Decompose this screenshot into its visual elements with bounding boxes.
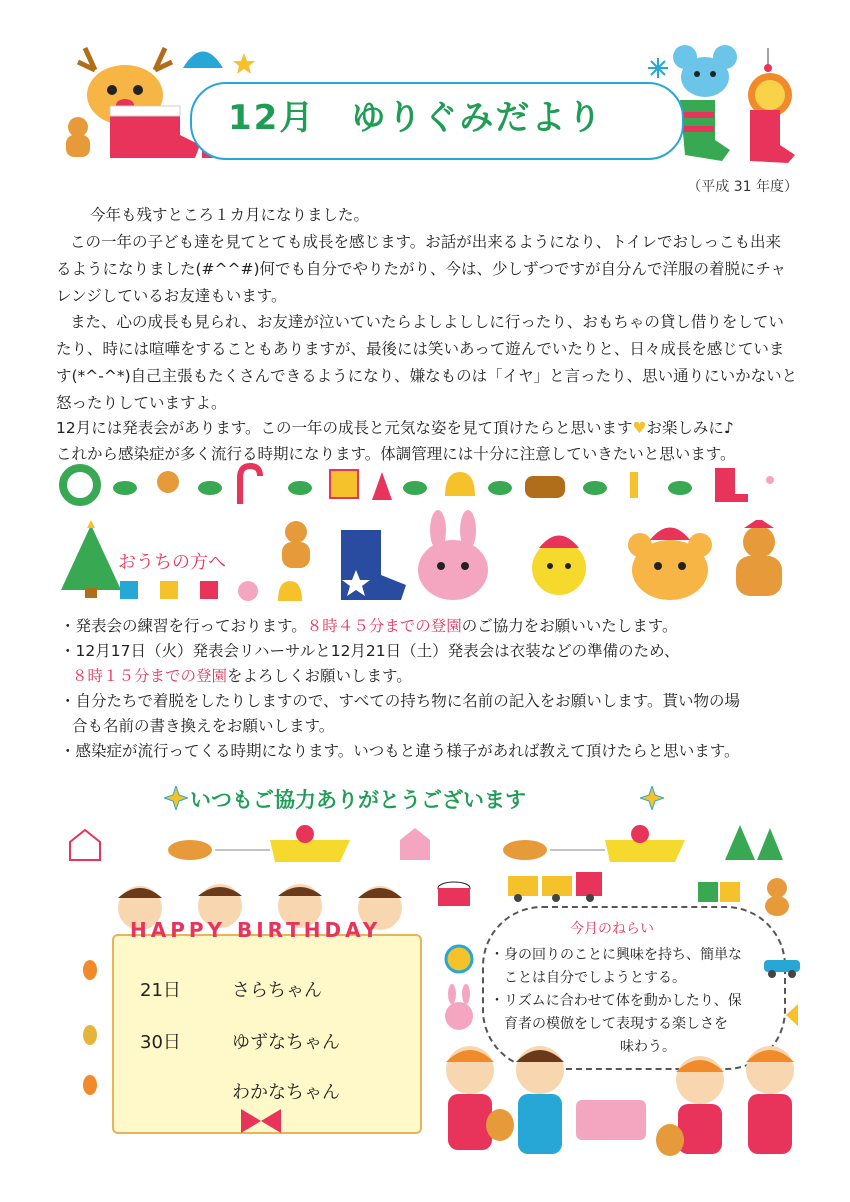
tree-icon	[725, 825, 755, 860]
candle-icon	[630, 472, 638, 498]
star-icon	[232, 52, 256, 76]
holly-icon	[288, 481, 312, 495]
sparkle-icon	[640, 786, 664, 810]
aim-1-line2: ことは自分でしようとする。	[504, 970, 686, 986]
drum-icon	[436, 880, 472, 910]
holly-icon	[198, 481, 222, 495]
birthday-day-2: 30日	[140, 1032, 181, 1053]
intro-paragraph-5: これから感染症が多く流行る時期になります。体調管理には十分に注意していきたいと思います。	[56, 445, 736, 463]
aim-2-line3: 味わう。	[620, 1039, 676, 1055]
gingerbread-icon	[157, 471, 179, 493]
reindeer-icon	[168, 840, 212, 860]
teddy-bear-icon	[760, 876, 794, 916]
reindeer-icon	[503, 840, 547, 860]
ribbon-icon	[236, 1106, 286, 1136]
year-note: （平成 31 年度）	[687, 179, 798, 195]
intro-paragraph-3-line2: たり、時には喧嘩をすることもありますが、最後には笑いあって遊んでいたりと、日々成長を感じていま	[56, 340, 785, 358]
holly-icon	[403, 481, 427, 495]
boot-illustration	[326, 520, 416, 605]
rabbit-toy-icon	[442, 984, 476, 1034]
birthday-day-1: 21日	[140, 980, 181, 1001]
family-notices	[60, 614, 820, 764]
trumpet-icon	[764, 1000, 800, 1030]
holly-icon	[488, 481, 512, 495]
rabbit-illustration	[408, 510, 498, 605]
notice-1: ・発表会の練習を行っております。８時４５分までの登園のご協力をお願いいたします。	[60, 617, 678, 635]
star-icon	[762, 48, 774, 72]
sleigh-icon	[270, 840, 350, 862]
holly-icon	[583, 481, 607, 495]
candy-cane-icon	[240, 466, 260, 504]
intro-paragraph-2-line1: この一年の子ども達を見てとても成長を感じます。お話が出来るようになり、トイレでおしっこも出来	[70, 233, 781, 251]
holly-icon	[668, 481, 692, 495]
house-icon	[400, 828, 430, 860]
notice-4: ・感染症が流行ってくる時期になります。いつもと違う様子があれば教えて頂けたらと思います。	[60, 742, 740, 760]
house-icon	[70, 830, 100, 860]
page-title: 12月 ゆりぐみだより	[228, 98, 604, 138]
car-icon	[762, 950, 802, 978]
intro-paragraph-1: 今年も残すところ１カ月になりました。	[90, 206, 370, 224]
notice-2-line1: ・12月17日（火）発表会リハーサルと12月21日（土）発表会は衣装などの準備のため、	[60, 642, 680, 660]
intro-paragraph-3-line4: 怒ったりしていますよ。	[56, 394, 227, 412]
small-gifts-row	[118, 575, 318, 605]
gingerbread-illustration-3	[724, 520, 794, 600]
gingerbread-illustration	[58, 115, 98, 160]
ball-icon	[444, 944, 474, 974]
tree-icon	[757, 828, 783, 860]
bear-illustration	[620, 520, 720, 605]
intro-paragraph-3-line1: また、心の成長も見られ、お友達が泣いていたらよしよししに行ったり、おもちゃの貸し借りをしてい	[70, 313, 784, 331]
notice-3-line2: 合も名前の書き換えをお願いします。	[72, 717, 335, 735]
toy-train-illustration	[506, 868, 606, 904]
stocking-illustration-red	[740, 105, 800, 165]
christmas-decoration-row	[50, 460, 810, 510]
holly-icon	[113, 481, 137, 495]
intro-paragraph-4-tail: お楽しみに♪	[646, 419, 734, 437]
birthday-banner: HAPPY BIRTHDAY	[130, 918, 382, 942]
intro-paragraph-3-line3: す(*^-^*)自己主張もたくさんできるようになり、嫌なものは「イヤ」と言ったり、思い通りにいかないと	[56, 367, 798, 385]
birthday-name-1: さらちゃん	[232, 980, 322, 1001]
blocks-icon	[696, 876, 746, 906]
hat-illustration	[178, 40, 228, 70]
playing-children-illustration	[430, 1030, 810, 1180]
birthday-name-3: わかなちゃん	[232, 1082, 340, 1103]
intro-paragraph-2-line2: るようになりました(#^^#)何でも自分でやりたがり、今は、少しずつですが自分んで洋服の着脱にチャ	[56, 260, 787, 278]
boot-icon	[715, 468, 748, 502]
sparkle-icon	[164, 786, 188, 810]
family-heading: おうちの方へ	[118, 552, 226, 573]
aims-title: 今月のねらい	[570, 921, 654, 937]
aim-2-line2: 育者の模倣をして表現する楽しさを	[504, 1016, 728, 1032]
intro-paragraph-2-line3: レンジしているお友達もいます。	[56, 287, 287, 305]
cake-icon	[525, 476, 565, 498]
aim-1-line1: ・身の回りのことに興味を持ち、簡単な	[490, 947, 742, 963]
christmas-tree-illustration	[56, 520, 126, 600]
notice-2-line2: ８時１５分までの登園をよろしくお願いします。	[72, 667, 412, 685]
sleigh-icon	[605, 840, 685, 862]
aim-2-line1: ・リズムに合わせて体を動かしたり、保	[490, 993, 742, 1009]
bag-icon	[372, 472, 392, 500]
heart-icon: ♥	[632, 419, 647, 437]
birthday-name-2: ゆずなちゃん	[232, 1032, 340, 1053]
snowflake-icon	[648, 58, 668, 78]
wreath-icon	[63, 468, 97, 502]
intro-paragraph-4-text: 12月には発表会があります。この一年の成長と元気な姿を見て頂けたらと思います	[56, 419, 633, 437]
thanks-message: いつもご協力ありがとうございます	[190, 788, 526, 812]
intro-paragraph-4	[56, 415, 806, 442]
sleigh-decoration-row	[60, 820, 790, 870]
notice-3-line1: ・自分たちで着脱をしたりしますので、すべての持ち物に名前の記入をお願いします。貰い物の場	[60, 692, 740, 710]
bell-icon	[445, 472, 475, 496]
chick-illustration	[524, 528, 594, 598]
gingerbread-illustration-2	[276, 520, 316, 570]
mouse-illustration	[670, 42, 740, 102]
gift-icon	[330, 470, 358, 498]
leaf-icon	[80, 960, 100, 1100]
